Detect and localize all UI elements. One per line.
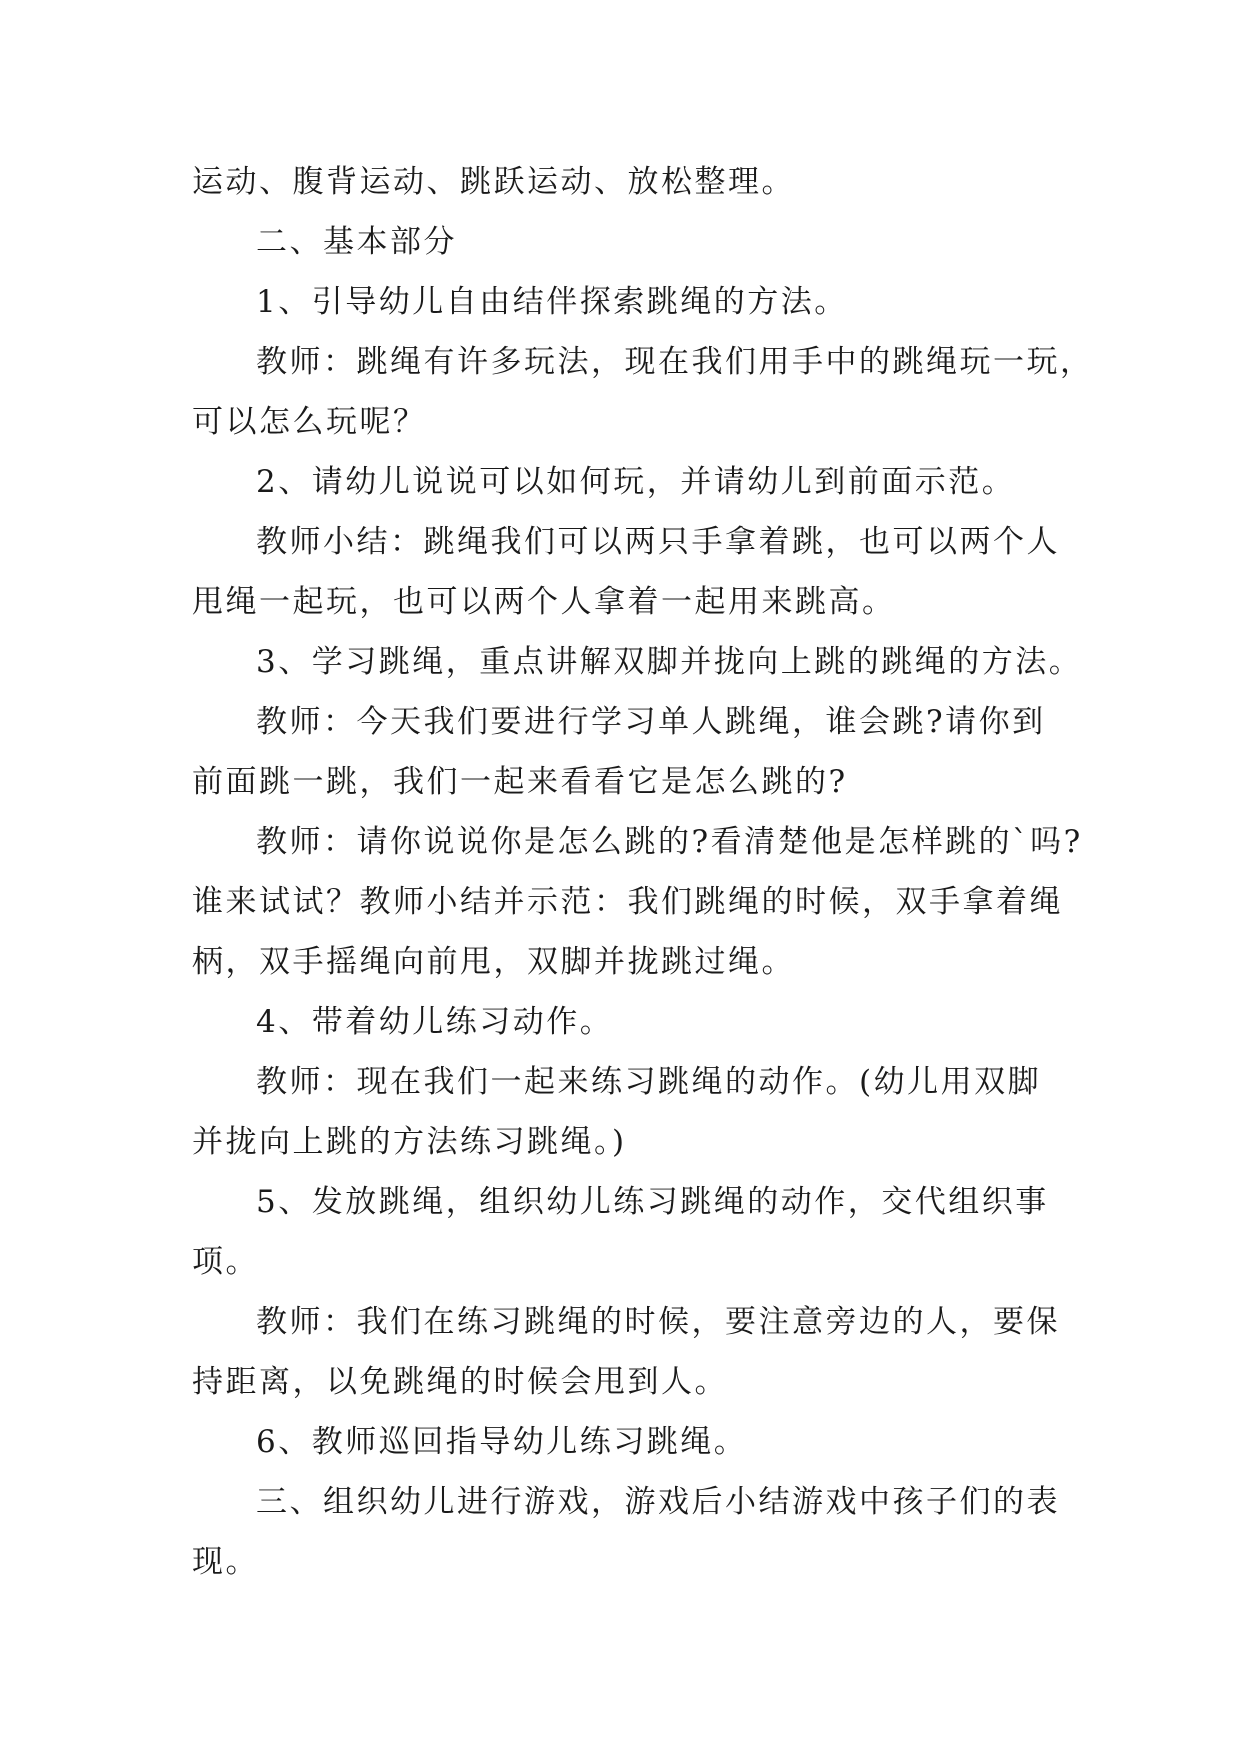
text-line: 柄，双手摇绳向前甩，双脚并拢跳过绳。 — [192, 944, 795, 980]
text-line: 持距离，以免跳绳的时候会甩到人。 — [192, 1364, 728, 1400]
document-body — [192, 152, 1094, 1592]
text-line: 甩绳一起玩，也可以两个人拿着一起用来跳高。 — [192, 584, 896, 620]
step-heading: 4、带着幼儿练习动作。 — [256, 1004, 614, 1040]
text-line: 教师：请你说说你是怎么跳的?看清楚他是怎样跳的`吗? — [256, 824, 1083, 860]
text-line: 教师：现在我们一起来练习跳绳的动作。(幼儿用双脚 — [256, 1064, 1042, 1100]
step-heading: 1、引导幼儿自由结伴探索跳绳的方法。 — [256, 284, 848, 320]
step-heading: 3、学习跳绳，重点讲解双脚并拢向上跳的跳绳的方法。 — [256, 644, 1083, 680]
text-line: 并拢向上跳的方法练习跳绳。) — [192, 1124, 627, 1160]
text-line: 谁来试试？教师小结并示范：我们跳绳的时候，双手拿着绳 — [192, 884, 1063, 920]
step-heading: 2、请幼儿说说可以如何玩，并请幼儿到前面示范。 — [256, 464, 1016, 500]
text-line: 可以怎么玩呢？ — [192, 404, 427, 440]
text-line: 教师：今天我们要进行学习单人跳绳，谁会跳?请你到 — [256, 704, 1046, 740]
text-line: 教师小结：跳绳我们可以两只手拿着跳，也可以两个人 — [256, 524, 1060, 560]
text-line: 项。 — [192, 1244, 259, 1280]
section-heading: 三、组织幼儿进行游戏，游戏后小结游戏中孩子们的表 — [256, 1484, 1060, 1520]
step-heading: 6、教师巡回指导幼儿练习跳绳。 — [256, 1424, 748, 1460]
step-heading: 5、发放跳绳，组织幼儿练习跳绳的动作，交代组织事 — [256, 1184, 1049, 1220]
text-line: 现。 — [192, 1544, 259, 1580]
text-line: 运动、腹背运动、跳跃运动、放松整理。 — [192, 164, 795, 200]
section-heading: 二、基本部分 — [256, 224, 457, 260]
text-line: 教师：跳绳有许多玩法，现在我们用手中的跳绳玩一玩， — [256, 344, 1094, 380]
text-line: 教师：我们在练习跳绳的时候，要注意旁边的人，要保 — [256, 1304, 1060, 1340]
text-line: 前面跳一跳，我们一起来看看它是怎么跳的? — [192, 764, 848, 800]
